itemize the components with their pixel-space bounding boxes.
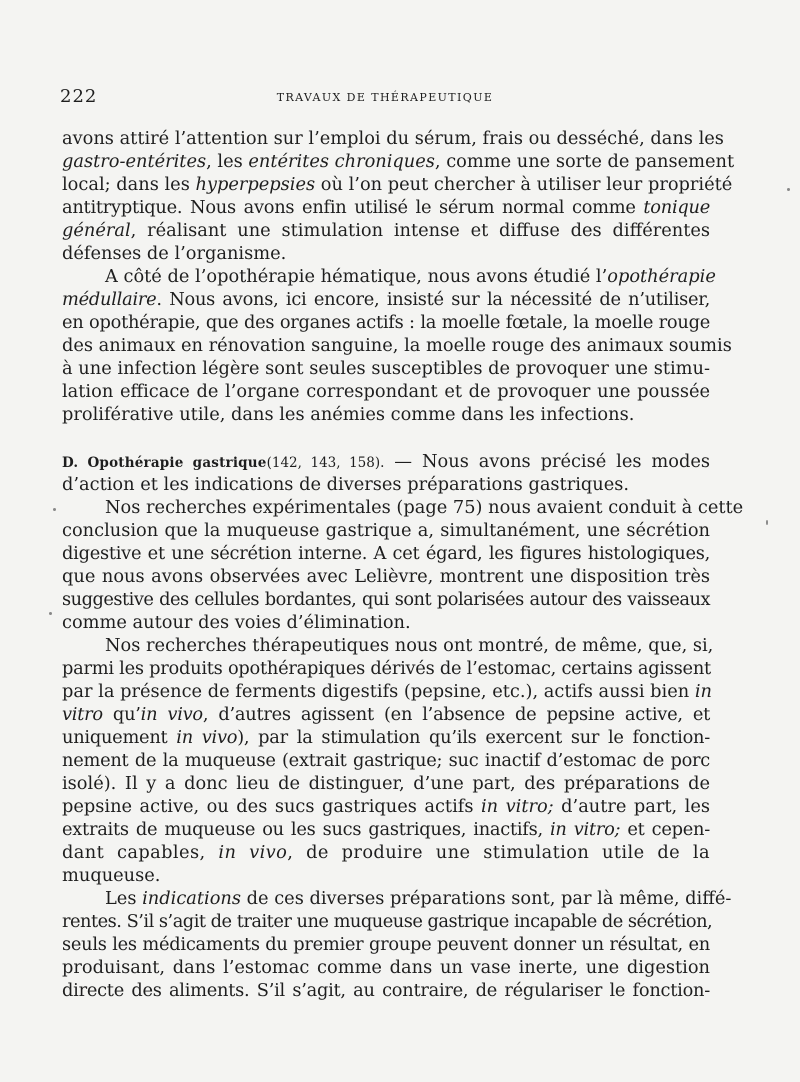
text-line: à une infection légère sont seules susceptibles de provoquer une stimu- — [62, 358, 710, 379]
scan-speck — [53, 508, 56, 511]
text-line: en opothérapie, que des organes actifs : la moelle fœtale, la moelle rouge — [62, 312, 710, 333]
text-line: nement de la muqueuse (extrait gastrique; suc inactif d’estomac de porc — [62, 750, 710, 771]
text-line: digestive et une sécrétion interne. A cet égard, les figures histologiques, — [62, 543, 710, 564]
text-line: extraits de muqueuse ou les sucs gastriques, inactifs, in vitro; et cepen- — [62, 819, 711, 840]
text-line: par la présence de ferments digestifs (pepsine, etc.), actifs aussi bien in — [62, 681, 712, 702]
text-line: local; dans les hyperpepsies où l’on peut chercher à utiliser leur propriété — [62, 174, 733, 195]
text-line: général, réalisant une stimulation intense et diffuse des différentes — [62, 220, 710, 241]
text-line: isolé). Il y a donc lieu de distinguer, d’une part, des préparations de — [62, 773, 710, 794]
text-line: proliférative utile, dans les anémies comme dans les infections. — [62, 404, 635, 425]
text-line: lation efficace de l’organe correspondant et de provoquer une poussée — [62, 381, 710, 402]
text-line: directe des aliments. S’il s’agit, au contraire, de régulariser le fonction- — [62, 980, 710, 1001]
text-line: Les indications de ces diverses préparations sont, par là même, diffé- — [105, 888, 732, 909]
text-line: A côté de l’opothérapie hématique, nous avons étudié l’opothérapie — [105, 266, 716, 287]
text-line: uniquement in vivo), par la stimulation qu’ils exercent sur le fonction- — [62, 727, 710, 748]
text-line: rentes. S’il s’agit de traiter une muqueuse gastrique incapable de sécrétion, — [62, 911, 713, 932]
text-line: conclusion que la muqueuse gastrique a, simultanément, une sécrétion — [62, 520, 710, 541]
text-line: muqueuse. — [62, 865, 161, 886]
text-line: vitro qu’in vivo, d’autres agissent (en l’absence de pepsine active, et — [62, 704, 710, 725]
text-line: gastro-entérites, les entérites chroniques, comme une sorte de pansement — [62, 151, 735, 172]
text-line: dant capables, in vivo, de produire une stimulation utile de la — [62, 842, 710, 863]
text-line: Nos recherches expérimentales (page 75) nous avaient conduit à cette — [105, 497, 744, 518]
page-header — [60, 86, 710, 108]
scan-speck — [787, 188, 790, 191]
text-line: pepsine active, ou des sucs gastriques actifs in vitro; d’autre part, les — [62, 796, 711, 817]
text-line: des animaux en rénovation sanguine, la moelle rouge des animaux soumis — [62, 335, 732, 356]
text-line: d’action et les indications de diverses préparations gastriques. — [62, 474, 630, 495]
scan-speck — [49, 612, 52, 615]
page-number: 222 — [60, 86, 98, 107]
section-heading-line: D. Opothérapie gastrique(142, 143, 158). — Nous avons précisé les modes — [62, 451, 710, 472]
text-line: avons attiré l’attention sur l’emploi du sérum, frais ou desséché, dans les — [62, 128, 724, 149]
text-line: médullaire. Nous avons, ici encore, insisté sur la nécessité de n’utiliser, — [62, 289, 710, 310]
text-line: Nos recherches thérapeutiques nous ont montré, de même, que, si, — [105, 635, 714, 656]
text-line: antitryptique. Nous avons enfin utilisé le sérum normal comme tonique — [62, 197, 710, 218]
text-line: comme autour des voies d’élimination. — [62, 612, 411, 633]
text-line: parmi les produits opothérapiques dérivés de l’estomac, certains agissent — [62, 658, 711, 679]
text-line: produisant, dans l’estomac comme dans un vase inerte, une digestion — [62, 957, 710, 978]
scan-speck — [766, 520, 768, 525]
text-line: défenses de l’organisme. — [62, 243, 287, 264]
section-heading: D. Opothérapie gastrique — [62, 455, 267, 471]
text-line: suggestive des cellules bordantes, qui sont polarisées autour des vaisseaux — [62, 589, 710, 610]
running-head: TRAVAUX DE THÉRAPEUTIQUE — [276, 91, 494, 104]
text-line: que nous avons observées avec Lelièvre, montrent une disposition très — [62, 566, 710, 587]
text-line: seuls les médicaments du premier groupe peuvent donner un résultat, en — [62, 934, 710, 955]
